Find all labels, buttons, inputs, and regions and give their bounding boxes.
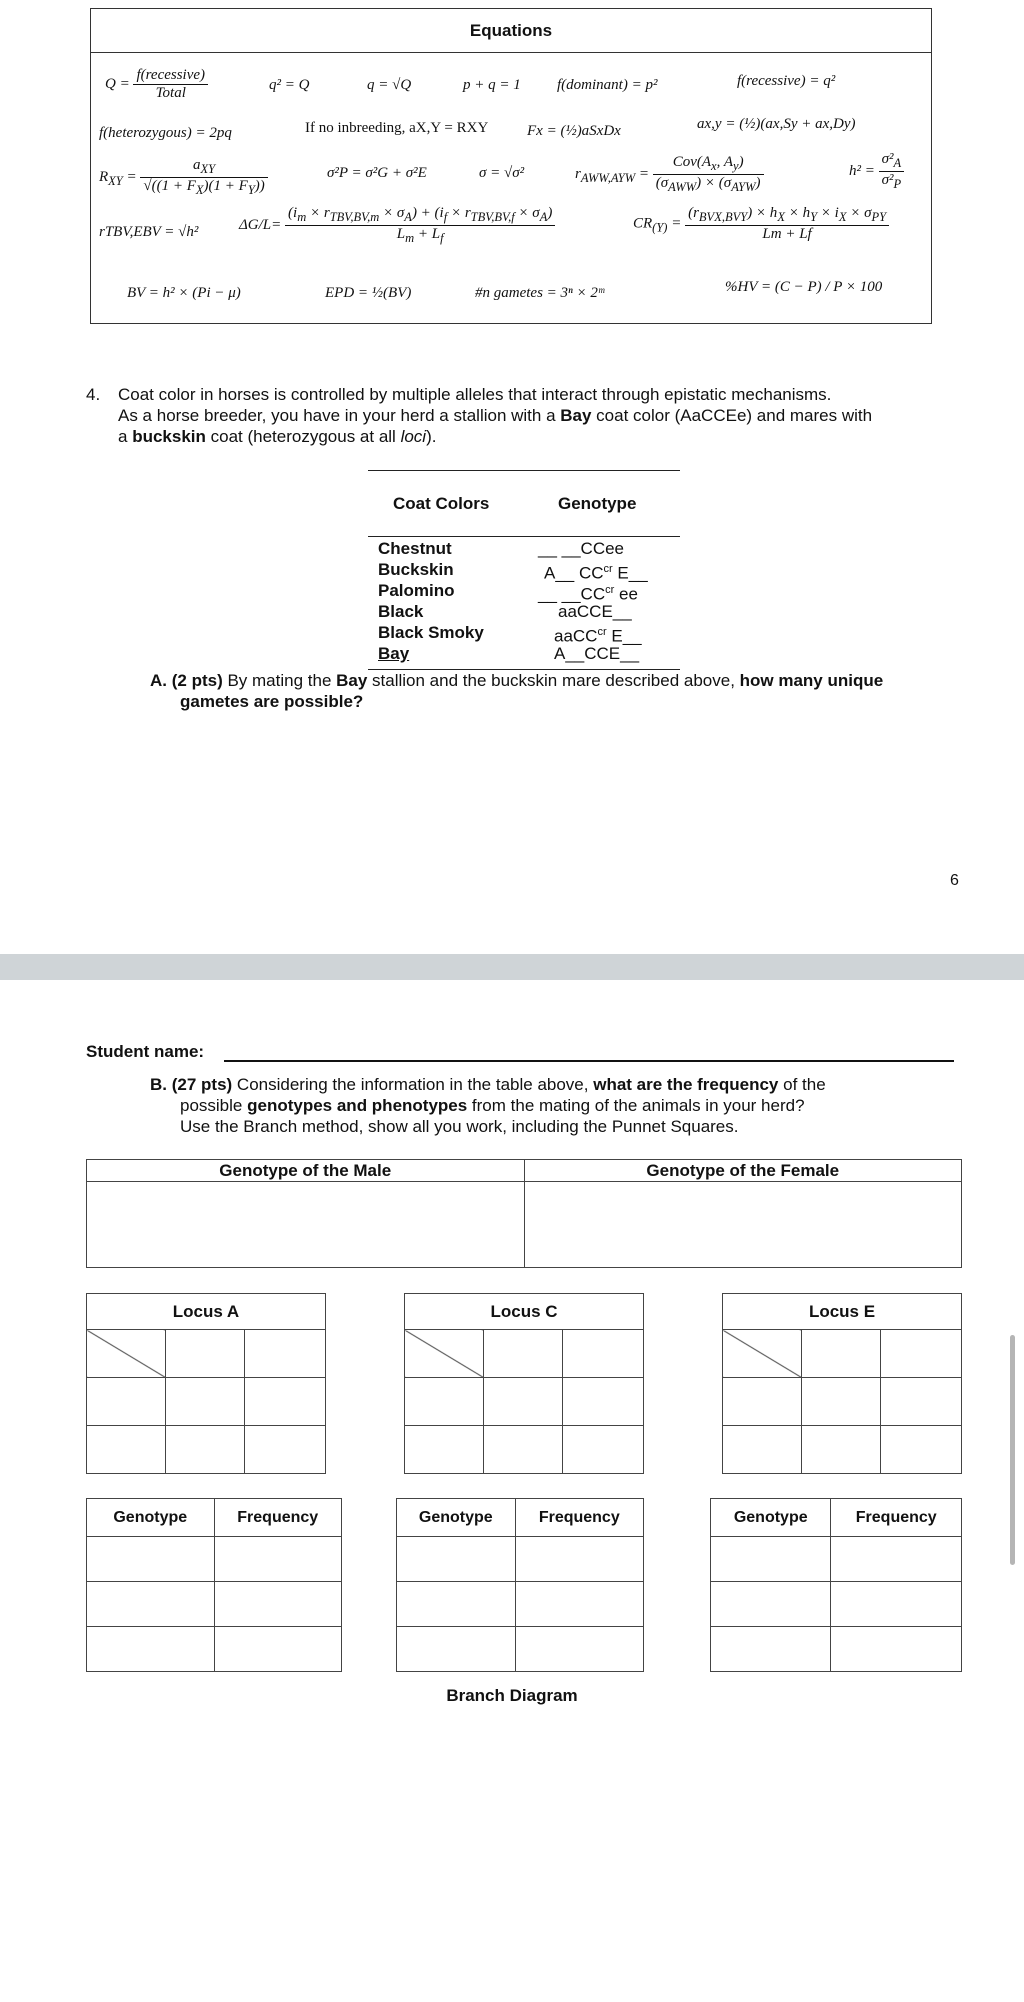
punnett-cell[interactable] [165, 1378, 244, 1426]
punnett-cell[interactable] [244, 1330, 325, 1378]
equation-genetic-gain: ΔG/L= $\frac{(i_m \times r_{TBV,BV,m} \times \sigma_A) + (i_f \times r_{TBV,BV,f} \times \sigma_A)}{L_m + L_f}$ [239, 205, 555, 246]
punnett-cell[interactable] [483, 1378, 562, 1426]
genotype-cell[interactable] [87, 1537, 215, 1582]
punnett-cell[interactable] [165, 1426, 244, 1474]
frequency-cell[interactable] [515, 1582, 643, 1627]
equation-breeding-value: BV = h² × (Pi − μ) [127, 285, 241, 301]
coat-color-black: Black [378, 602, 424, 621]
equation-p-plus-q: p + q = 1 [463, 77, 521, 93]
student-name-label: Student name: [86, 1042, 205, 1061]
frequency-cell[interactable] [214, 1627, 342, 1672]
equation-q-root: q = √Q [367, 77, 412, 93]
genotype-column-header: Genotype [87, 1499, 215, 1537]
equations-title: Equations [91, 9, 931, 53]
genotype-header: Genotype [558, 494, 637, 513]
genotype-cell[interactable] [87, 1582, 215, 1627]
punnett-cell[interactable] [562, 1378, 643, 1426]
punnett-cell[interactable] [880, 1378, 961, 1426]
equation-heterozygous: f(heterozygous) = 2pq [99, 125, 232, 141]
equation-no-inbreeding: If no inbreeding, aX,Y = RXY [305, 120, 489, 136]
genotype-cell[interactable] [397, 1537, 516, 1582]
punnett-cell[interactable] [483, 1426, 562, 1474]
equation-gametes: #n gametes = 3ⁿ × 2ᵐ [475, 285, 605, 301]
frequency-cell[interactable] [515, 1537, 643, 1582]
locus-c-header: Locus C [405, 1294, 644, 1330]
punnett-cell[interactable] [87, 1426, 166, 1474]
punnett-square-locus-e [722, 1293, 962, 1474]
genotype-column-header: Genotype [711, 1499, 831, 1537]
question-number: 4. [86, 385, 101, 404]
equation-inbreeding-coefficient: Fx = (½)aSxDx [527, 123, 621, 139]
punnett-cell[interactable] [880, 1426, 961, 1474]
punnett-cell[interactable] [880, 1330, 961, 1378]
punnett-cell[interactable] [801, 1378, 880, 1426]
equation-dominant: f(dominant) = p² [557, 77, 658, 93]
parents-genotype-table [86, 1159, 962, 1268]
male-genotype-header: Genotype of the Male [87, 1160, 525, 1182]
locus-a-header: Locus A [87, 1294, 326, 1330]
punnett-cell[interactable] [562, 1426, 643, 1474]
punnett-cell[interactable] [87, 1378, 166, 1426]
equation-relationship: ax,y = (½)(ax,Sy + ax,Dy) [697, 116, 856, 132]
genotype-bay: A__CCE__ [554, 644, 640, 663]
punnett-cell[interactable] [165, 1330, 244, 1378]
coat-color-palomino: Palomino [378, 581, 455, 600]
equation-correlated-response: $CR_{(Y)}$ = $\frac{(r_{BVX,BVY}) \times h_X \times h_Y \times i_X \times \sigma_{PY}}{Lm + Lf}$ [633, 205, 889, 243]
genotype-cell[interactable] [397, 1582, 516, 1627]
frequency-cell[interactable] [214, 1537, 342, 1582]
page-separator [0, 954, 1024, 980]
equation-accuracy: rTBV,EBV = √h² [99, 224, 199, 240]
punnett-cell[interactable] [244, 1426, 325, 1474]
genotype-cell[interactable] [711, 1537, 831, 1582]
punnett-cell[interactable] [723, 1378, 802, 1426]
student-name-field[interactable] [224, 1060, 954, 1062]
equation-epd: EPD = ½(BV) [325, 285, 412, 301]
part-b-question: B. (27 pts) Considering the information in the table above, what are the frequency of the possible genotypes and phenotypes from the mating of the animals in your herd? Use the Branch method, show all you work, including the Punnet Squares. [150, 1075, 826, 1136]
equation-q-frequency: Q = $\frac{\text{f(recessive)}}{\text{Total}}$ [105, 67, 208, 102]
punnett-cell[interactable] [244, 1378, 325, 1426]
punnett-corner-cell [723, 1330, 802, 1378]
coat-color-bay: Bay [378, 644, 410, 663]
genotype-cell[interactable] [711, 1627, 831, 1672]
equation-rxy: $R_{XY}$ = $\frac{a_{XY}}{√((1 + F_X)(1 + F_Y))}$ [99, 157, 268, 198]
frequency-column-header: Frequency [831, 1499, 962, 1537]
punnett-cell[interactable] [801, 1330, 880, 1378]
page-number: 6 [950, 872, 959, 889]
female-genotype-cell[interactable] [524, 1182, 962, 1268]
punnett-cell[interactable] [723, 1426, 802, 1474]
female-genotype-header: Genotype of the Female [524, 1160, 962, 1182]
coat-color-chestnut: Chestnut [378, 539, 452, 558]
genotype-column-header: Genotype [397, 1499, 516, 1537]
genotype-chestnut: __ __CCee [538, 539, 625, 558]
frequency-cell[interactable] [515, 1627, 643, 1672]
genotype-cell[interactable] [711, 1582, 831, 1627]
punnett-cell[interactable] [562, 1330, 643, 1378]
equation-hybrid-vigor: %HV = (C − P) / P × 100 [725, 279, 883, 295]
equations-box [90, 8, 932, 324]
genotype-buckskin: A__ $CC^{cr}$ E__ [544, 563, 648, 583]
genotype-palomino: __ $\_\_CC^{cr}$ ee [538, 584, 638, 604]
frequency-table-locus-a [86, 1498, 342, 1672]
male-genotype-cell[interactable] [87, 1182, 525, 1268]
locus-e-header: Locus E [723, 1294, 962, 1330]
equation-q-squared: q² = Q [269, 77, 310, 93]
equation-correlation: $r_{AWW,AYW}$ = $\frac{Cov(A_x, A_y)}{(\sigma_{AWW}) \times (\sigma_{AYW})}$ [575, 154, 764, 195]
scrollbar-thumb[interactable] [1010, 1335, 1015, 1565]
punnett-corner-cell [87, 1330, 166, 1378]
frequency-cell[interactable] [214, 1582, 342, 1627]
frequency-cell[interactable] [831, 1627, 962, 1672]
part-a-question: A. (2 pts) By mating the Bay stallion and the buckskin mare described above, how many unique gametes are possible? [150, 671, 884, 711]
branch-diagram-label: Branch Diagram [446, 1686, 578, 1705]
frequency-cell[interactable] [831, 1537, 962, 1582]
punnett-cell[interactable] [801, 1426, 880, 1474]
frequency-table-locus-e [710, 1498, 962, 1672]
genotype-cell[interactable] [87, 1627, 215, 1672]
equation-phenotypic-variance: σ²P = σ²G + σ²E [327, 165, 427, 181]
frequency-cell[interactable] [831, 1582, 962, 1627]
equation-heritability: h² = $\frac{\sigma^2_A}{\sigma^2_P}$ [849, 151, 904, 192]
coat-colors-header: Coat Colors [393, 494, 490, 513]
punnett-cell[interactable] [483, 1330, 562, 1378]
equation-recessive: f(recessive) = q² [737, 73, 836, 89]
genotype-black: aaCCE__ [558, 602, 632, 621]
frequency-column-header: Frequency [515, 1499, 643, 1537]
punnett-square-locus-c [404, 1293, 644, 1474]
frequency-table-locus-c [396, 1498, 644, 1672]
punnett-square-locus-a [86, 1293, 326, 1474]
punnett-cell[interactable] [405, 1378, 484, 1426]
coat-color-buckskin: Buckskin [378, 560, 454, 579]
genotype-black-smoky: aaCC$^{cr}$ E__ [554, 626, 642, 646]
coat-color-black-smoky: Black Smoky [378, 623, 484, 642]
frequency-column-header: Frequency [214, 1499, 342, 1537]
question-text: Coat color in horses is controlled by multiple alleles that interact through epistatic mechanisms. As a horse breeder, you have in your herd a stallion with a Bay coat color (AaCCEe) and mares with a buckskin coat (heterozygous at all loci). [118, 385, 873, 446]
equation-sigma: σ = √σ² [479, 165, 525, 181]
genotype-cell[interactable] [397, 1627, 516, 1672]
punnett-cell[interactable] [405, 1426, 484, 1474]
punnett-corner-cell [405, 1330, 484, 1378]
